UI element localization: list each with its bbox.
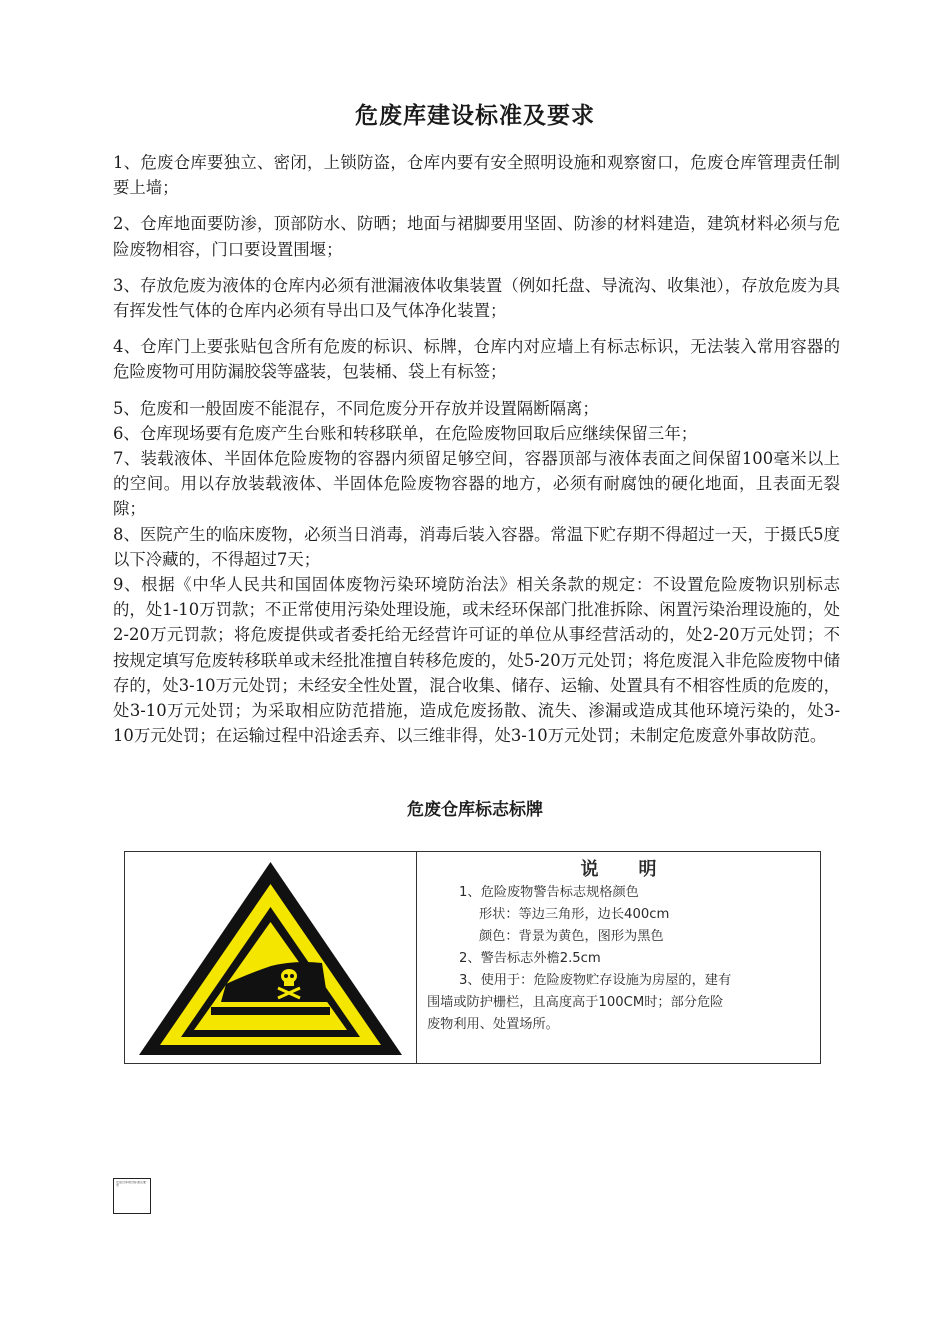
sign-explanation (417, 852, 820, 1063)
requirement-item-7: 7、装载液体、半固体危险废物的容器内须留足够空间，容器顶部与液体表面之间保留100毫米以上的空间。用以存放装载液体、半固体危险废物容器的地方，必须有耐腐蚀的硬化地面，且表面无裂隙； (113, 449, 840, 519)
explanation-line-5: 3、使用于：危险废物贮存设施为房屋的，建有 (459, 973, 732, 988)
explanation-line-4: 2、警告标志外檐2.5cm (459, 951, 601, 966)
warning-sign-panel (124, 851, 821, 1064)
warning-sign-image (125, 852, 417, 1063)
explanation-line-2: 形状：等边三角形，边长400cm (479, 907, 670, 922)
corner-stamp (113, 1178, 151, 1214)
requirement-item-1: 1、危废仓库要独立、密闭，上锁防盗，仓库内要有安全照明设施和观察窗口，危废仓库管理责任制要上墙； (113, 153, 840, 198)
explanation-line-6: 围墙或防护栅栏，且高度高于100CM时；部分危险 (427, 995, 724, 1010)
requirement-item-3: 3、存放危废为液体的仓库内必须有泄漏液体收集装置（例如托盘、导流沟、收集池），存放危废为具有挥发性气体的仓库内必须有导出口及气体净化装置； (113, 275, 840, 321)
requirement-item-2: 2、仓库地面要防渗，顶部防水、防晒；地面与裙脚要用坚固、防渗的材料建造，建筑材料必须与危险废物相容，门口要设置围堰； (113, 214, 840, 259)
explanation-line-1: 1、危险废物警告标志规格颜色 (459, 885, 639, 900)
explanation-line-3: 颜色：背景为黄色，图形为黑色 (479, 929, 664, 944)
corner-stamp-text: 危废仓库建设标准及要求 (116, 1181, 147, 1187)
sign-caption: 危废仓库标志标牌 (407, 800, 543, 820)
requirement-item-8: 8、医院产生的临床废物，必须当日消毒，消毒后装入容器。常温下贮存期不得超过一天，于摄氏5度以下冷藏的，不得超过7天； (113, 524, 840, 569)
requirement-item-6: 6、仓库现场要有危废产生台账和转移联单，在危险废物回取后应继续保留三年； (113, 423, 698, 443)
requirement-item-5: 5、危废和一般固废不能混存，不同危废分开存放并设置隔断隔离； (113, 398, 599, 418)
hazardous-waste-warning-triangle-icon (125, 852, 416, 1063)
requirement-item-9: 9、根据《中华人民共和国固体废物污染环境防治法》相关条款的规定：不设置危险废物识别标志的，处1-10万罚款；不正常使用污染处理设施，或未经环保部门批准拆除、闲置污染治理设施的，处2-20万元罚款；将危废提供或者委托给无经营许可证的单位从事经营活动的，处2-20万元处罚；不按规定填写危废转移联单或未经批准擅自转移危废的，处5-20万元处罚；将危废混入非危险废物中储存的，处3-10万元处罚；未经安全性处置，混合收集、储存、运输、处置具有不相容性质的危废的，处3-10万元处罚；为采取相应防范措施，造成危废扬散、流失、渗漏或造成其他环境污染的，处3-10万元处罚；在运输过程中沿途丢弃、以三维非得，处3-10万元处罚；未制定危废意外事故防范。 (113, 575, 840, 746)
requirements-list (113, 150, 840, 748)
document-title: 危废库建设标准及要求 (355, 103, 595, 129)
explanation-heading: 说明 (580, 859, 697, 880)
requirement-item-4: 4、仓库门上要张贴包含所有危废的标识、标牌，仓库内对应墙上有标志标识，无法装入常用容器的危险废物可用防漏胶袋等盛装，包装桶、袋上有标签； (113, 337, 840, 382)
explanation-line-7: 废物利用、处置场所。 (427, 1017, 559, 1032)
